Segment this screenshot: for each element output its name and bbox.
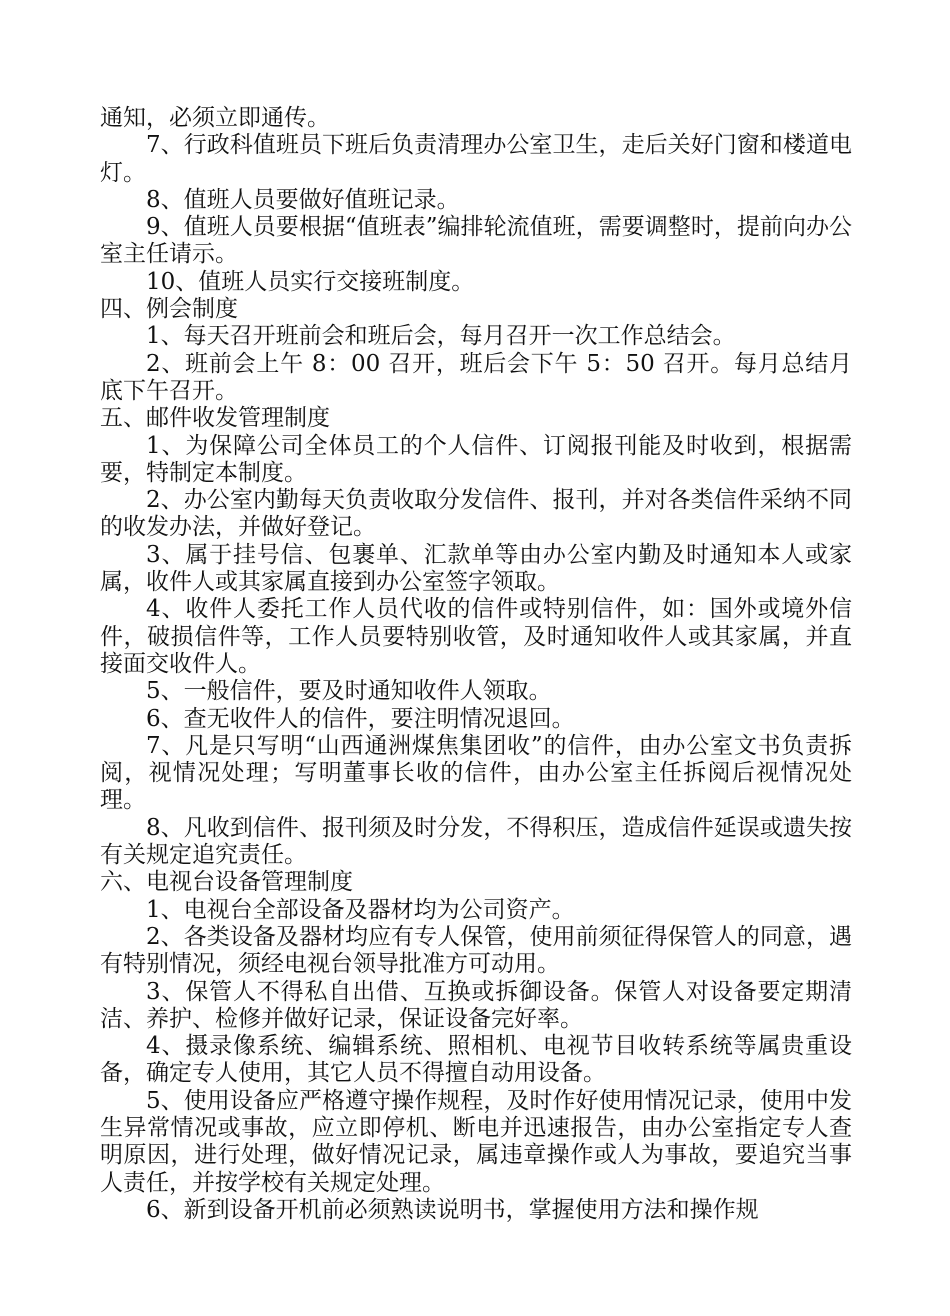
paragraph-meeting-2: 2、班前会上午 8：00 召开，班后会下午 5：50 召开。每月总结月底下午召开。 bbox=[100, 350, 852, 404]
document-body bbox=[100, 105, 852, 1224]
paragraph-mail-3: 3、属于挂号信、包裹单、汇款单等由办公室内勤及时通知本人或家属，收件人或其家属直接到办公室签字领取。 bbox=[100, 541, 852, 596]
paragraph-meeting-1: 1、每天召开班前会和班后会，每月召开一次工作总结会。 bbox=[146, 323, 736, 350]
paragraph-tv-5: 5、使用设备应严格遵守操作规程，及时作好使用情况记录，使用中发生异常情况或事故，应立即停机、断电并迅速报告，由办公室指定专人查明原因，进行处理，做好情况记录，属违章操作或人为事故，要追究当事人责任，并按学校有关规定处理。 bbox=[100, 1087, 852, 1196]
paragraph-tv-1: 1、电视台全部设备及器材均为公司资产。 bbox=[146, 896, 575, 923]
paragraph-duty-8: 8、值班人员要做好值班记录。 bbox=[146, 186, 460, 213]
section-heading-tv-equipment: 六、电视台设备管理制度 bbox=[100, 869, 353, 896]
paragraph-tv-2: 2、各类设备及器材均应有专人保管，使用前须征得保管人的同意，遇有特别情况，须经电视台领导批准方可动用。 bbox=[100, 923, 852, 978]
section-heading-meetings: 四、例会制度 bbox=[100, 296, 238, 323]
paragraph-mail-8: 8、凡收到信件、报刊须及时分发，不得积压，造成信件延误或遗失按有关规定追究责任。 bbox=[100, 814, 852, 869]
paragraph-mail-4: 4、收件人委托工作人员代收的信件或特别信件，如：国外或境外信件，破损信件等，工作人员要特别收管，及时通知收件人或其家属，并直接面交收件人。 bbox=[100, 596, 852, 677]
section-heading-mail: 五、邮件收发管理制度 bbox=[100, 405, 330, 432]
paragraph-mail-1: 1、为保障公司全体员工的个人信件、订阅报刊能及时收到，根据需要，特制定本制度。 bbox=[100, 432, 852, 486]
paragraph-mail-5: 5、一般信件，要及时通知收件人领取。 bbox=[146, 678, 552, 705]
paragraph-duty-7: 7、行政科值班员下班后负责清理办公室卫生，走后关好门窗和楼道电灯。 bbox=[100, 132, 852, 186]
paragraph-mail-2: 2、办公室内勤每天负责收取分发信件、报刊，并对各类信件采纳不同的收发办法，并做好登记。 bbox=[100, 487, 852, 541]
paragraph-duty-9: 9、值班人员要根据“值班表”编排轮流值班，需要调整时，提前向办公室主任请示。 bbox=[100, 214, 852, 268]
paragraph-tv-4: 4、摄录像系统、编辑系统、照相机、电视节目收转系统等属贵重设备，确定专人使用，其它人员不得擅自动用设备。 bbox=[100, 1033, 852, 1087]
paragraph-tv-3: 3、保管人不得私自出借、互换或拆御设备。保管人对设备要定期清洁、养护、检修并做好记录，保证设备完好率。 bbox=[100, 978, 852, 1032]
paragraph-tv-6: 6、新到设备开机前必须熟读说明书，掌握使用方法和操作规 bbox=[146, 1196, 759, 1223]
paragraph-mail-7: 7、凡是只写明“山西通洲煤焦集团收”的信件，由办公室文书负责拆阅，视情况处理；写明董事长收的信件，由办公室主任拆阅后视情况处理。 bbox=[100, 732, 852, 814]
paragraph-mail-6: 6、查无收件人的信件，要注明情况退回。 bbox=[146, 705, 575, 732]
paragraph-duty-10: 10、值班人员实行交接班制度。 bbox=[146, 268, 475, 295]
paragraph-continuation: 通知，必须立即通传。 bbox=[100, 105, 330, 131]
